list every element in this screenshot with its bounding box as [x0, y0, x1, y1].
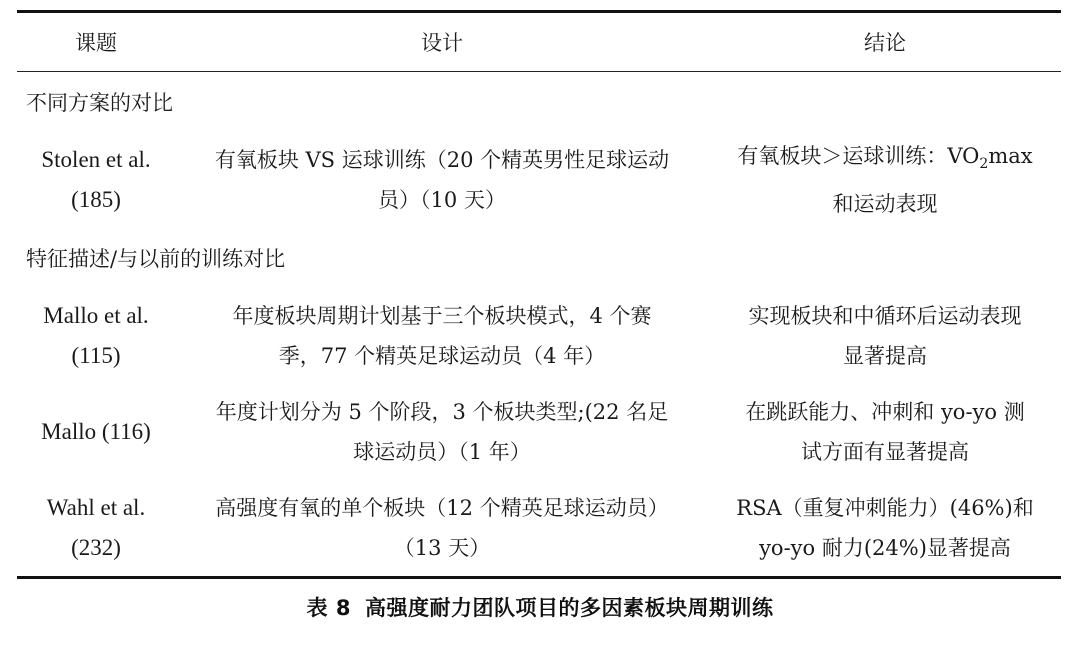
table-row: [17, 288, 1061, 384]
design-line: （13 天）: [393, 536, 491, 560]
conclusion-cell: [709, 488, 1061, 568]
topic-line: Wahl et al.: [46, 495, 146, 520]
table-caption: [0, 592, 1080, 622]
section-title: 特征描述/与以前的训练对比: [26, 247, 286, 271]
topic-cell: [17, 412, 175, 452]
conclusion-text: 有氧板块＞运球训练：VO: [737, 143, 980, 168]
design-line: 球运动员）（1 年）: [353, 440, 531, 464]
topic-cell: [17, 296, 175, 376]
design-cell: [175, 488, 709, 568]
header-design: 设计: [421, 31, 463, 55]
vo2-subscript: 2: [979, 156, 989, 173]
conclusion-line: 显著提高: [843, 344, 927, 368]
conclusion-cell: [709, 136, 1061, 224]
bottom-rule: [17, 576, 1061, 579]
topic-line: (185): [71, 187, 121, 212]
topic-line: (232): [71, 535, 121, 560]
study-table: [17, 10, 1061, 579]
topic-cell: [17, 488, 175, 568]
header-conclusion: 结论: [864, 31, 906, 55]
design-line: 有氧板块 VS 运球训练（20 个精英男性足球运动: [214, 148, 670, 172]
topic-line: (115): [71, 343, 121, 368]
section-title: 不同方案的对比: [26, 91, 173, 115]
conclusion-line: 和运动表现: [832, 192, 938, 217]
caption-title: 高强度耐力团队项目的多因素板块周期训练: [364, 596, 774, 620]
design-line: 季，77 个精英足球运动员（4 年）: [278, 344, 606, 368]
conclusion-line: RSA（重复冲刺能力）(46%)和: [736, 496, 1034, 520]
topic-line: Mallo et al.: [43, 303, 149, 328]
conclusion-line: yo-yo 耐力(24%)显著提高: [759, 536, 1011, 560]
topic-line: Stolen et al.: [41, 147, 151, 172]
design-line: 员）（10 天）: [378, 188, 506, 212]
table-header-row: [17, 13, 1061, 71]
conclusion-line: 试方面有显著提高: [801, 440, 969, 464]
conclusion-line: 实现板块和中循环后运动表现: [748, 304, 1022, 328]
conclusion-cell: [709, 296, 1061, 376]
conclusion-line: 在跳跃能力、冲刺和 yo-yo 测: [745, 400, 1025, 424]
design-line: 年度板块周期计划基于三个板块模式，4 个赛: [232, 304, 652, 328]
header-topic: 课题: [75, 31, 117, 55]
conclusion-cell: [709, 392, 1061, 472]
design-cell: [175, 296, 709, 376]
table-row: [17, 480, 1061, 576]
table-row: [17, 384, 1061, 480]
design-cell: [175, 140, 709, 220]
design-cell: [175, 392, 709, 472]
design-line: 年度计划分为 5 个阶段，3 个板块类型;(22 名足: [215, 400, 669, 424]
conclusion-text: max: [988, 143, 1033, 168]
table-row: [17, 132, 1061, 228]
topic-cell: [17, 140, 175, 220]
topic-line: Mallo (116): [41, 419, 151, 444]
design-line: 高强度有氧的单个板块（12 个精英足球运动员）: [215, 496, 669, 520]
caption-label: 表 8: [306, 596, 351, 620]
conclusion-line: [737, 136, 1032, 184]
